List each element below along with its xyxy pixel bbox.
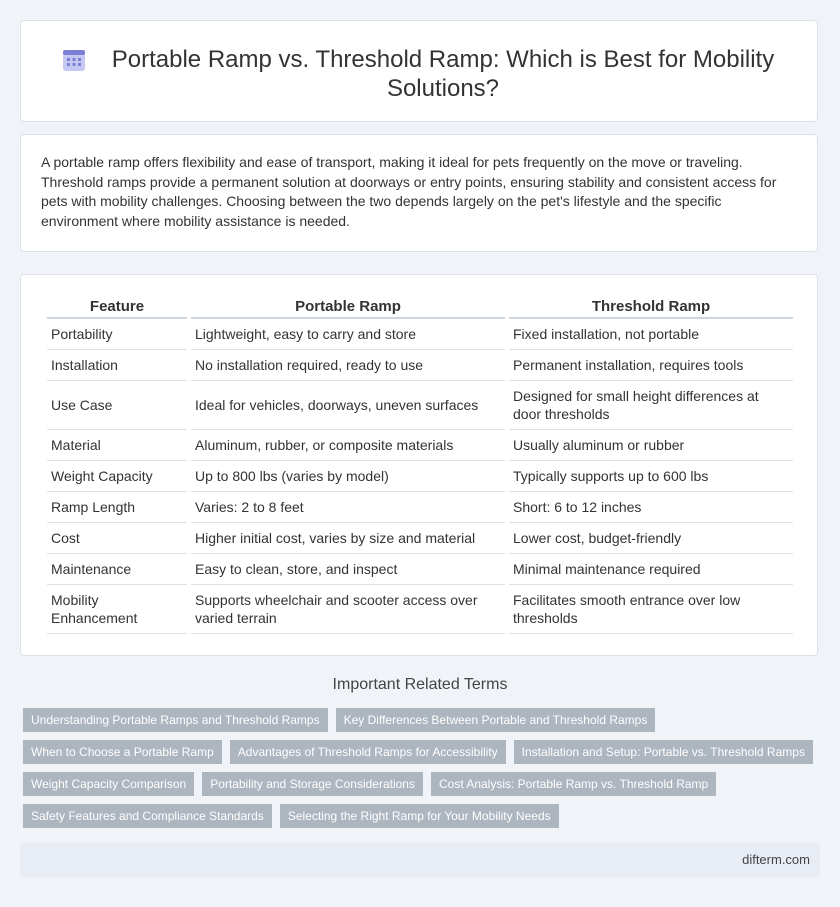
portable-cell: Ideal for vehicles, doorways, uneven surfaces xyxy=(191,381,505,430)
threshold-cell: Lower cost, budget-friendly xyxy=(509,523,793,554)
feature-cell: Portability xyxy=(47,319,187,350)
feature-cell: Maintenance xyxy=(47,554,187,585)
page-title: Portable Ramp vs. Threshold Ramp: Which is Best for Mobility Solutions? xyxy=(111,46,775,102)
portable-cell: Aluminum, rubber, or composite materials xyxy=(191,430,505,461)
related-term-tag[interactable]: Selecting the Right Ramp for Your Mobility Needs xyxy=(280,804,559,828)
table-row xyxy=(47,461,793,492)
title-card xyxy=(20,20,818,122)
portable-cell: Lightweight, easy to carry and store xyxy=(191,319,505,350)
table-row xyxy=(47,492,793,523)
threshold-cell: Permanent installation, requires tools xyxy=(509,350,793,381)
comparison-table xyxy=(43,293,797,634)
header-threshold-ramp: Threshold Ramp xyxy=(509,293,793,319)
document-icon xyxy=(61,47,87,73)
comparison-card xyxy=(20,274,818,656)
threshold-cell: Facilitates smooth entrance over low thresholds xyxy=(509,585,793,634)
table-row xyxy=(47,430,793,461)
related-term-tag[interactable]: Advantages of Threshold Ramps for Accessibility xyxy=(230,740,506,764)
related-term-tag[interactable]: Key Differences Between Portable and Threshold Ramps xyxy=(336,708,656,732)
threshold-cell: Usually aluminum or rubber xyxy=(509,430,793,461)
footer-site[interactable]: difterm.com xyxy=(742,852,810,867)
table-row xyxy=(47,554,793,585)
portable-cell: Varies: 2 to 8 feet xyxy=(191,492,505,523)
feature-cell: Use Case xyxy=(47,381,187,430)
threshold-cell: Fixed installation, not portable xyxy=(509,319,793,350)
threshold-cell: Designed for small height differences at door thresholds xyxy=(509,381,793,430)
related-terms-list xyxy=(23,708,823,836)
related-term-tag[interactable]: Installation and Setup: Portable vs. Threshold Ramps xyxy=(514,740,813,764)
feature-cell: Weight Capacity xyxy=(47,461,187,492)
intro-card xyxy=(20,134,818,252)
portable-cell: Supports wheelchair and scooter access over varied terrain xyxy=(191,585,505,634)
related-term-tag[interactable]: Portability and Storage Considerations xyxy=(202,772,423,796)
related-term-tag[interactable]: When to Choose a Portable Ramp xyxy=(23,740,222,764)
intro-text: A portable ramp offers flexibility and ease of transport, making it ideal for pets frequently on the move or traveling. Threshold ramps provide a permanent solution at doorways or entry points, ensuring stability and consistent access for pets with mobility challenges. Choosing between the two depends largely on the pet's lifestyle and the specific environment where mobility assistance is needed. xyxy=(41,154,777,229)
table-header-row xyxy=(47,293,793,319)
related-terms-heading: Important Related Terms xyxy=(332,676,508,693)
header-portable-ramp: Portable Ramp xyxy=(191,293,505,319)
portable-cell: Up to 800 lbs (varies by model) xyxy=(191,461,505,492)
feature-cell: Ramp Length xyxy=(47,492,187,523)
table-row xyxy=(47,350,793,381)
table-row xyxy=(47,381,793,430)
table-row xyxy=(47,585,793,634)
threshold-cell: Short: 6 to 12 inches xyxy=(509,492,793,523)
related-term-tag[interactable]: Understanding Portable Ramps and Threshold Ramps xyxy=(23,708,328,732)
feature-cell: Material xyxy=(47,430,187,461)
table-row xyxy=(47,319,793,350)
portable-cell: Higher initial cost, varies by size and material xyxy=(191,523,505,554)
portable-cell: No installation required, ready to use xyxy=(191,350,505,381)
table-row xyxy=(47,523,793,554)
header-feature: Feature xyxy=(47,293,187,319)
portable-cell: Easy to clean, store, and inspect xyxy=(191,554,505,585)
footer xyxy=(20,843,820,877)
related-term-tag[interactable]: Weight Capacity Comparison xyxy=(23,772,194,796)
threshold-cell: Minimal maintenance required xyxy=(509,554,793,585)
threshold-cell: Typically supports up to 600 lbs xyxy=(509,461,793,492)
feature-cell: Mobility Enhancement xyxy=(47,585,187,634)
feature-cell: Cost xyxy=(47,523,187,554)
feature-cell: Installation xyxy=(47,350,187,381)
related-term-tag[interactable]: Cost Analysis: Portable Ramp vs. Threshold Ramp xyxy=(431,772,716,796)
related-term-tag[interactable]: Safety Features and Compliance Standards xyxy=(23,804,272,828)
